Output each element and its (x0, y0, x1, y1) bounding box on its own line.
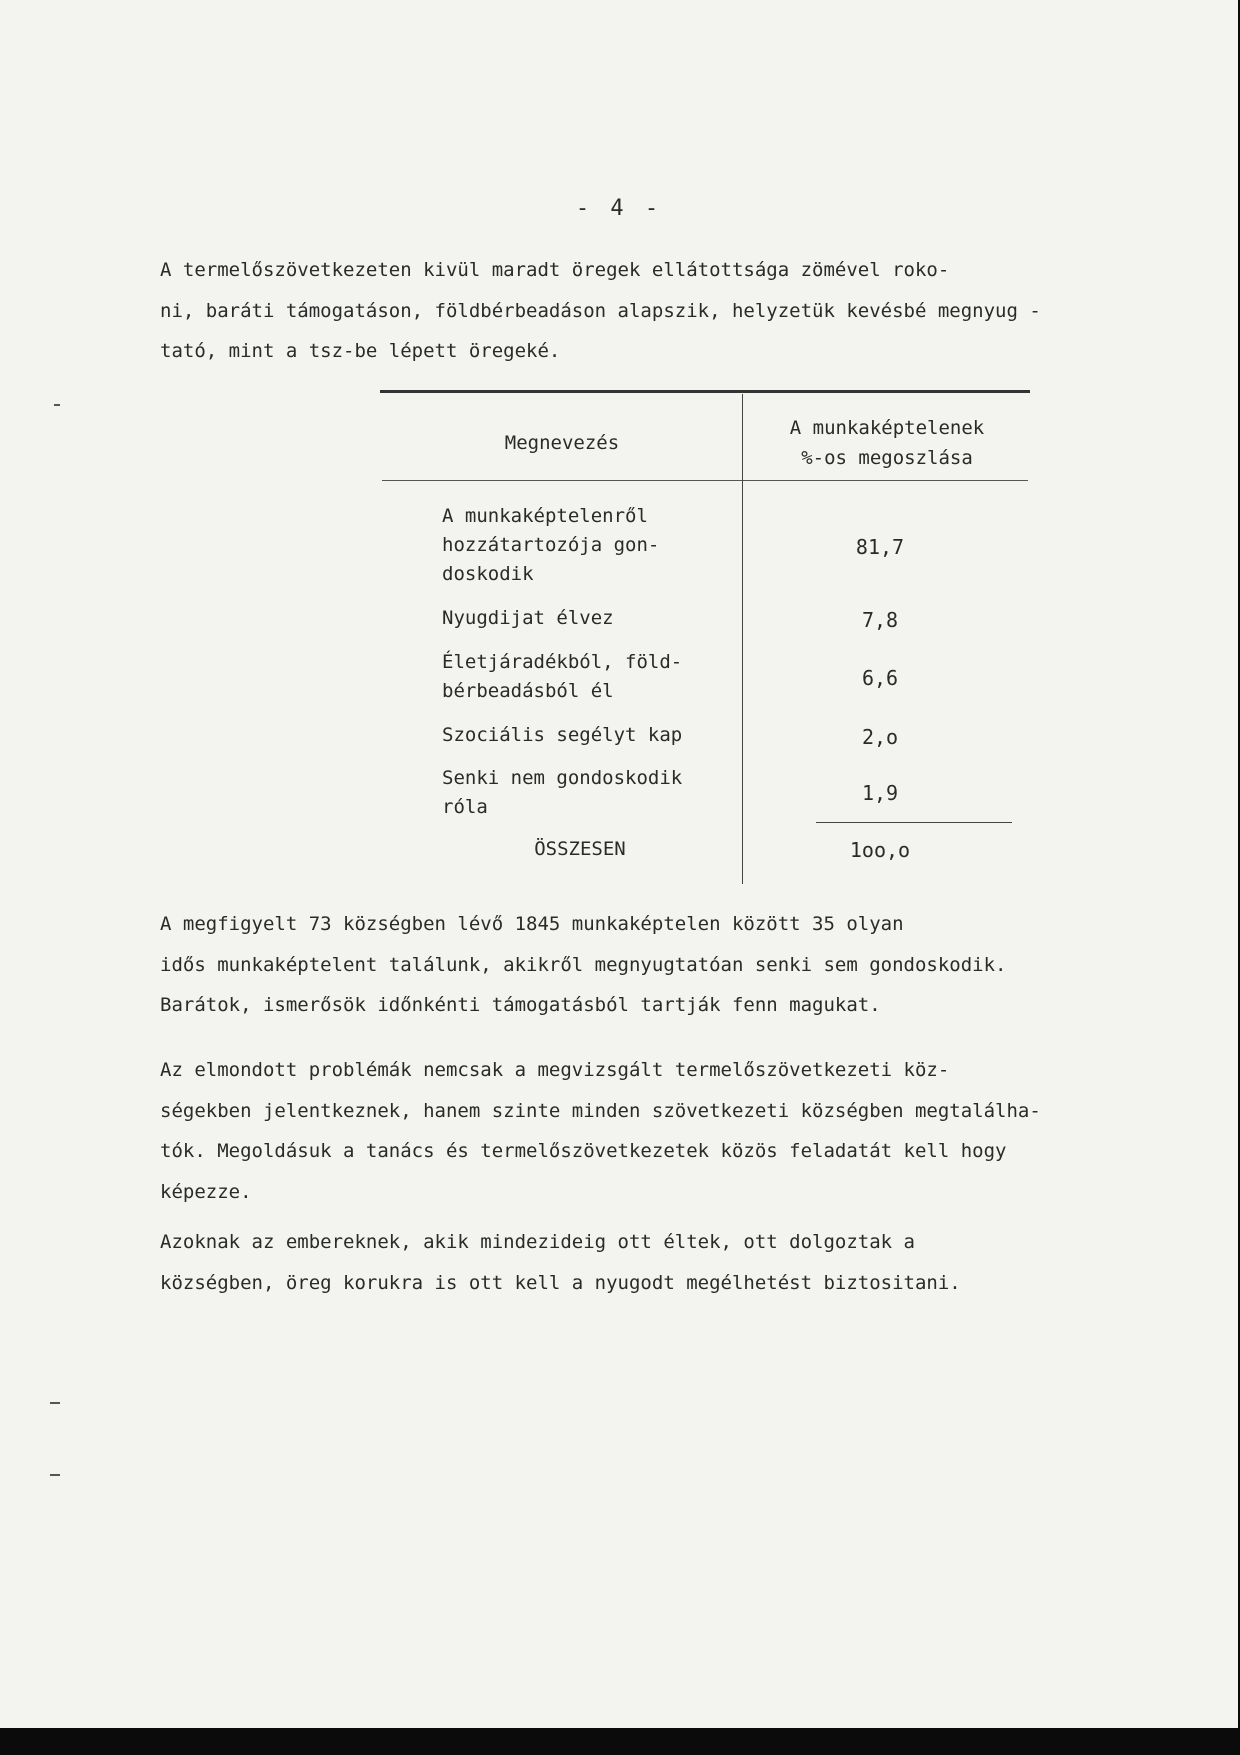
table-header-percent: A munkaképtelenek %-os megoszlása (789, 417, 985, 469)
table-row-value: 81,7 (855, 535, 905, 559)
table-row-label: Szociális segélyt kap (442, 724, 683, 746)
paragraph-intro: A termelőszövetkezeten kivül maradt öregek ellátottsága zömével roko- ni, baráti támogatáson, földbérbeadáson alapszik, helyzetük kevésbé megnyug - tató, mint a tsz-be lépett öregeké. (160, 259, 1041, 362)
table-row-value: 1,9 (861, 781, 899, 805)
paragraph-problems: Az elmondott problémák nemcsak a megvizsgált termelőszövetkezeti köz- ségekben jelentkeznek, hanem szinte minden szövetkezeti községben megtalálha- tók. Megoldásuk a tanács és termelőszövetkezetek közös feladatát kell hogy képezze. (160, 1059, 1041, 1203)
table-column-divider (742, 394, 743, 884)
paragraph-conclusion: Azoknak az embereknek, akik mindezideig ott éltek, ott dolgoztak a községben, öreg korukra is ott kell a nyugodt megélhetést biztositani. (160, 1231, 961, 1294)
table-row-value: 2,o (861, 725, 899, 749)
table-sum-rule (816, 822, 1012, 823)
table-header-name: Megnevezés (504, 432, 620, 454)
table-header-rule (382, 480, 1028, 481)
paragraph-findings: A megfigyelt 73 községben lévő 1845 munkaképtelen között 35 olyan idős munkaképtelent találunk, akikről megnyugtatóan senki sem gondoskodik. Barátok, ismerősök időnkénti támogatásból tartják fenn magukat. (160, 913, 1007, 1016)
page-number: - 4 - (575, 196, 663, 221)
table-total-label: ÖSSZESEN (534, 838, 626, 860)
table-row-value: 6,6 (861, 666, 899, 690)
table-row-label: Életjáradékból, föld- bérbeadásból él (442, 651, 683, 702)
margin-mark (50, 1474, 60, 1476)
table-row-label: Senki nem gondoskodik róla (442, 767, 683, 818)
margin-mark (50, 1402, 60, 1404)
table-total-value: 1oo,o (849, 838, 911, 862)
table-row-label: Nyugdijat élvez (442, 607, 614, 629)
table-top-rule (380, 390, 1030, 393)
table-row-label: A munkaképtelenről hozzátartozója gon- doskodik (442, 505, 660, 585)
margin-mark (54, 404, 60, 406)
table-row-value: 7,8 (861, 608, 899, 632)
